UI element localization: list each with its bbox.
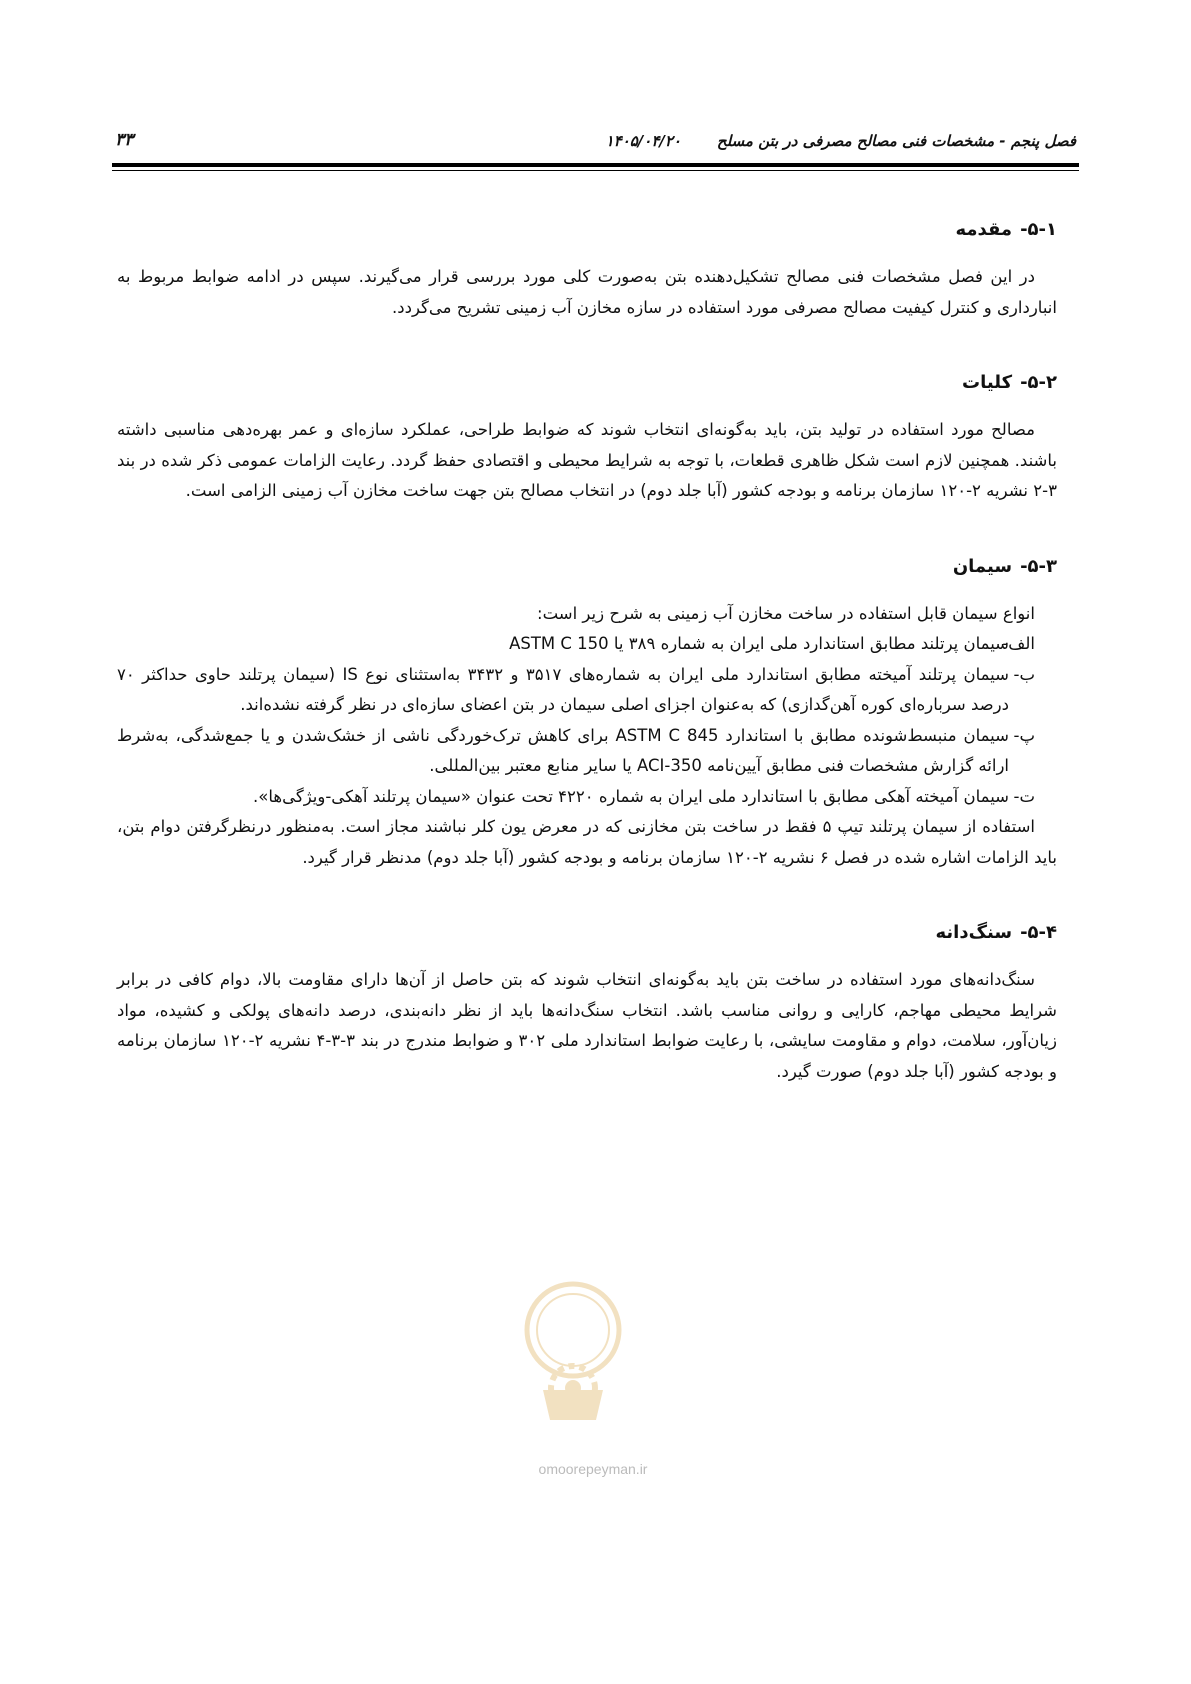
cement-types-list	[117, 629, 1057, 812]
list-item	[117, 782, 1057, 813]
section-paragraph: مصالح مورد استفاده در تولید بتن، باید به‌گونه‌ای انتخاب شوند که ضوابط طراحی، عملکرد سازه‌ای و عمر بهره‌دهی مناسبی داشته باشند. همچنین لازم است شکل ظاهری قطعات، با توجه به شرایط محیطی و اقتصادی حفظ گردد. رعایت الزامات عمومی ذکر شده در بند ۳-۲ نشریه ۲-۱۲۰ سازمان برنامه و بودجه کشور (آبا جلد دوم) در انتخاب مصالح بتن جهت ساخت مخازن آب زمینی الزامی است.	[117, 420, 1057, 500]
list-marker: ب-	[1013, 664, 1035, 684]
section-paragraph: در این فصل مشخصات فنی مصالح تشکیل‌دهنده بتن به‌صورت کلی مورد بررسی قرار می‌گیرند. سپس در ادامه ضوابط مربوط به انبارداری و کنترل کیفیت مصالح مصرفی مورد استفاده در سازه مخازن آب زمینی تشریح می‌گردد.	[117, 267, 1057, 317]
watermark-site: omoorepeyman.ir	[538, 1461, 648, 1477]
header-date: ۱۴۰۵/۰۴/۲۰	[605, 132, 681, 150]
section-heading	[117, 553, 1057, 581]
section-title: سنگ‌دانه	[935, 922, 1013, 943]
list-marker: ت-	[1013, 786, 1035, 806]
section-title: سیمان	[952, 555, 1013, 577]
section-introduction	[117, 216, 1057, 323]
list-item-text: سیمان منبسط‌شونده مطابق با استاندارد ASTM C 845 برای کاهش ترک‌خوردگی ناشی از خشک‌شدن و یا جمع‌شدگی، به‌شرط ارائه گزارش مشخصات فنی مطابق آیین‌نامه ACI-350 یا سایر منابع معتبر بین‌المللی.	[117, 725, 1009, 775]
page-number: ۳۳	[115, 130, 134, 150]
list-intro: انواع سیمان قابل استفاده در ساخت مخازن آب زمینی به شرح زیر است:	[537, 603, 1035, 623]
chapter-title: فصل پنجم - مشخصات فنی مصالح مصرفی در بتن مسلح	[716, 132, 1076, 150]
section-paragraph: استفاده از سیمان پرتلند تیپ ۵ فقط در ساخت بتن مخازنی که در معرض یون کلر نباشند مجاز است. به‌منظور درنظرگرفتن دوام بتن، باید الزامات اشاره شده در فصل ۶ نشریه ۲-۱۲۰ سازمان برنامه و بودجه کشور (آبا جلد دوم) مدنظر قرار گیرد.	[117, 817, 1057, 867]
section-heading	[117, 216, 1057, 244]
section-heading	[117, 919, 1057, 947]
page-header	[115, 128, 1076, 154]
header-rule-thin	[112, 170, 1079, 171]
list-item-text: سیمان پرتلند مطابق استاندارد ملی ایران به شماره ۳۸۹ یا ASTM C 150	[509, 634, 1009, 653]
list-item-text: سیمان پرتلند آمیخته مطابق استاندارد ملی ایران به شماره‌های ۳۵۱۷ و ۳۴۳۲ به‌استثنای نوع IS (سیمان پرتلند حاوی حداکثر ۷۰ درصد سرباره‌ای کوره آهن‌گدازی) که به‌عنوان اجزای اصلی سیمان در بتن اعضای سازه‌ای در نظر گرفته نشده‌اند.	[117, 664, 1009, 714]
section-title: کلیات	[962, 372, 1013, 393]
list-item	[117, 721, 1057, 782]
header-rule-thick	[112, 163, 1079, 167]
section-number: ۵-۴-	[1020, 922, 1057, 943]
list-marker: الف-	[1002, 634, 1035, 653]
list-marker: پ-	[1013, 725, 1035, 745]
section-heading	[117, 369, 1057, 397]
section-generalities	[117, 369, 1057, 507]
list-item-text: سیمان آمیخته آهکی مطابق با استاندارد ملی ایران به شماره ۴۲۲۰ تحت عنوان «سیمان پرتلند آهکی-ویژگی‌ها».	[253, 786, 1009, 806]
list-item	[117, 660, 1057, 721]
section-cement	[117, 553, 1057, 874]
watermark-seal-icon	[498, 1270, 648, 1440]
section-paragraph: سنگ‌دانه‌های مورد استفاده در ساخت بتن باید به‌گونه‌ای انتخاب شوند که بتن حاصل از آن‌ها دارای مقاومت بالا، دوام کافی در برابر شرایط محیطی مهاجم، کارایی و روانی مناسب باشد. انتخاب سنگ‌دانه‌ها باید از نظر دانه‌بندی، درصد دانه‌های پولکی و کشیده، مواد زیان‌آور، سلامت، دوام و مقاومت سایشی، با رعایت ضوابط استاندارد ملی ۳۰۲ و ضوابط مندرج در بند ۳-۳-۴ نشریه ۲-۱۲۰ سازمان برنامه و بودجه کشور (آبا جلد دوم) صورت گیرد.	[117, 970, 1057, 1081]
watermark-text	[493, 1461, 693, 1477]
section-aggregate	[117, 919, 1057, 1087]
document-body	[117, 216, 1057, 1133]
list-item	[117, 629, 1057, 660]
section-number: ۵-۲-	[1020, 372, 1057, 393]
section-number: ۵-۱-	[1020, 219, 1057, 240]
section-title: مقدمه	[955, 219, 1013, 240]
section-number: ۵-۳-	[1020, 555, 1057, 577]
